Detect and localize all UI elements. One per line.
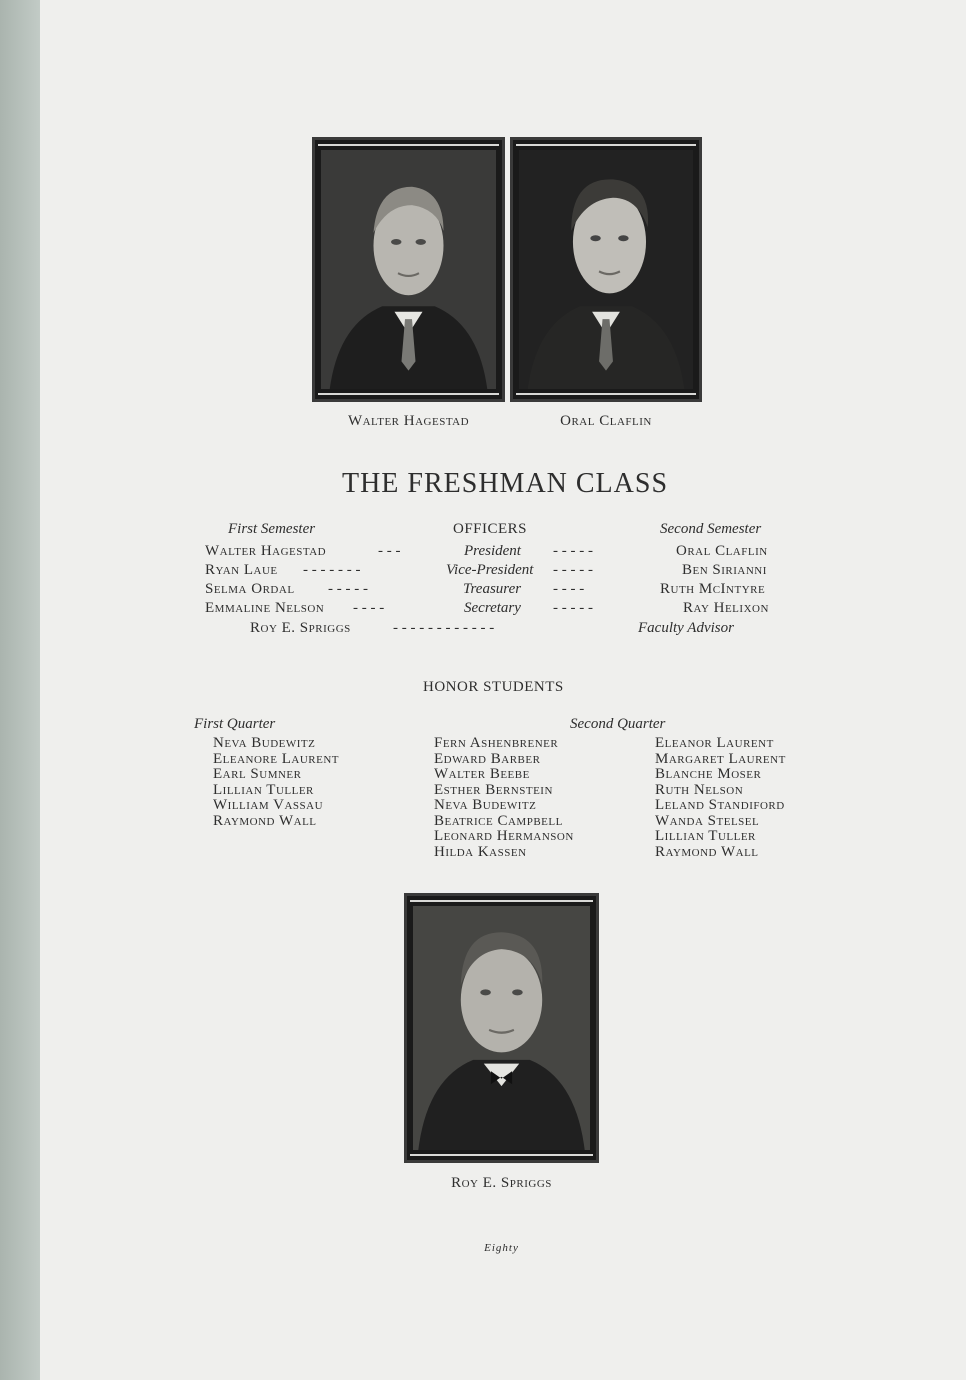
list-item: Neva Budewitz <box>434 797 537 813</box>
honor-list-first-quarter <box>213 736 339 829</box>
list-item: Edward Barber <box>434 750 541 767</box>
list-item: Earl Sumner <box>213 766 302 782</box>
list-item: Lillian Tuller <box>213 781 314 798</box>
list-item: Hilda Kassen <box>434 843 527 860</box>
portrait-photo <box>519 150 693 389</box>
list-item: Eleanore Laurent <box>213 750 340 767</box>
portrait-frame-hagestad <box>312 137 505 402</box>
list-item: Margaret Laurent <box>655 750 786 767</box>
leader-dots: - - - - <box>353 600 385 616</box>
office-name: President <box>464 543 521 559</box>
list-item: Eleanor Laurent <box>655 735 774 751</box>
list-item: Beatrice Campbell <box>434 812 563 829</box>
list-item: Lillian Tuller <box>655 828 756 844</box>
list-item: Wanda Stelsel <box>655 812 760 829</box>
officer-first-semester: Walter Hagestad <box>205 543 327 559</box>
portrait-caption: Oral Claflin <box>560 413 652 429</box>
leader-dots: - - - - - <box>553 600 593 616</box>
office-name: Treasurer <box>463 581 522 597</box>
page-edge <box>0 0 40 1380</box>
leader-dots: - - - - - <box>553 543 593 559</box>
leader-dots: - - - - - <box>328 581 368 597</box>
office-name: Vice-President <box>446 562 534 578</box>
list-item: Neva Budewitz <box>213 735 316 751</box>
list-item: William Vassau <box>213 797 324 813</box>
portrait-caption: Walter Hagestad <box>347 413 470 429</box>
list-item: Fern Ashenbrener <box>434 735 559 751</box>
portrait-frame-spriggs <box>404 893 599 1163</box>
portrait-caption: Roy E. Spriggs <box>451 1175 552 1191</box>
leader-dots: - - - - <box>553 581 585 597</box>
second-semester-label: Second Semester <box>660 521 762 537</box>
portrait-photo <box>413 906 590 1150</box>
list-item: Esther Bernstein <box>434 781 553 798</box>
officer-second-semester: Ruth McIntyre <box>660 581 766 597</box>
officer-second-semester: Oral Claflin <box>676 543 768 559</box>
faculty-advisor-role: Faculty Advisor <box>638 620 734 636</box>
officer-second-semester: Ray Helixon <box>683 600 769 616</box>
faculty-advisor-name: Roy E. Spriggs <box>250 620 351 636</box>
leader-dots: - - - - - <box>553 562 593 578</box>
officer-first-semester: Emmaline Nelson <box>205 600 325 616</box>
honor-list-second-quarter-b <box>655 736 786 860</box>
leader-dots: - - - <box>378 543 401 559</box>
portrait-photo <box>321 150 496 389</box>
list-item: Blanche Moser <box>655 766 762 782</box>
list-item: Leland Standiford <box>655 797 785 813</box>
list-item: Leonard Hermanson <box>434 828 574 844</box>
leader-dots: - - - - - - - - - - - - <box>393 620 495 636</box>
office-name: Secretary <box>464 600 521 616</box>
list-item: Raymond Wall <box>655 843 759 860</box>
page-title: THE FRESHMAN CLASS <box>341 468 669 499</box>
list-item: Raymond Wall <box>213 812 317 829</box>
officer-first-semester: Selma Ordal <box>205 581 295 597</box>
list-item: Ruth Nelson <box>655 781 744 798</box>
first-semester-label: First Semester <box>228 521 316 537</box>
honor-list-second-quarter-a <box>434 736 574 860</box>
first-quarter-label: First Quarter <box>194 716 276 732</box>
officers-heading: OFFICERS <box>453 521 528 537</box>
portrait-frame-claflin <box>510 137 702 402</box>
officer-second-semester: Ben Sirianni <box>682 562 767 578</box>
leader-dots: - - - - - - - <box>303 562 361 578</box>
page-number: Eighty <box>484 1242 519 1254</box>
honor-heading: HONOR STUDENTS <box>423 679 564 695</box>
list-item: Walter Beebe <box>434 766 530 782</box>
officer-first-semester: Ryan Laue <box>205 562 278 578</box>
second-quarter-label: Second Quarter <box>570 716 666 732</box>
